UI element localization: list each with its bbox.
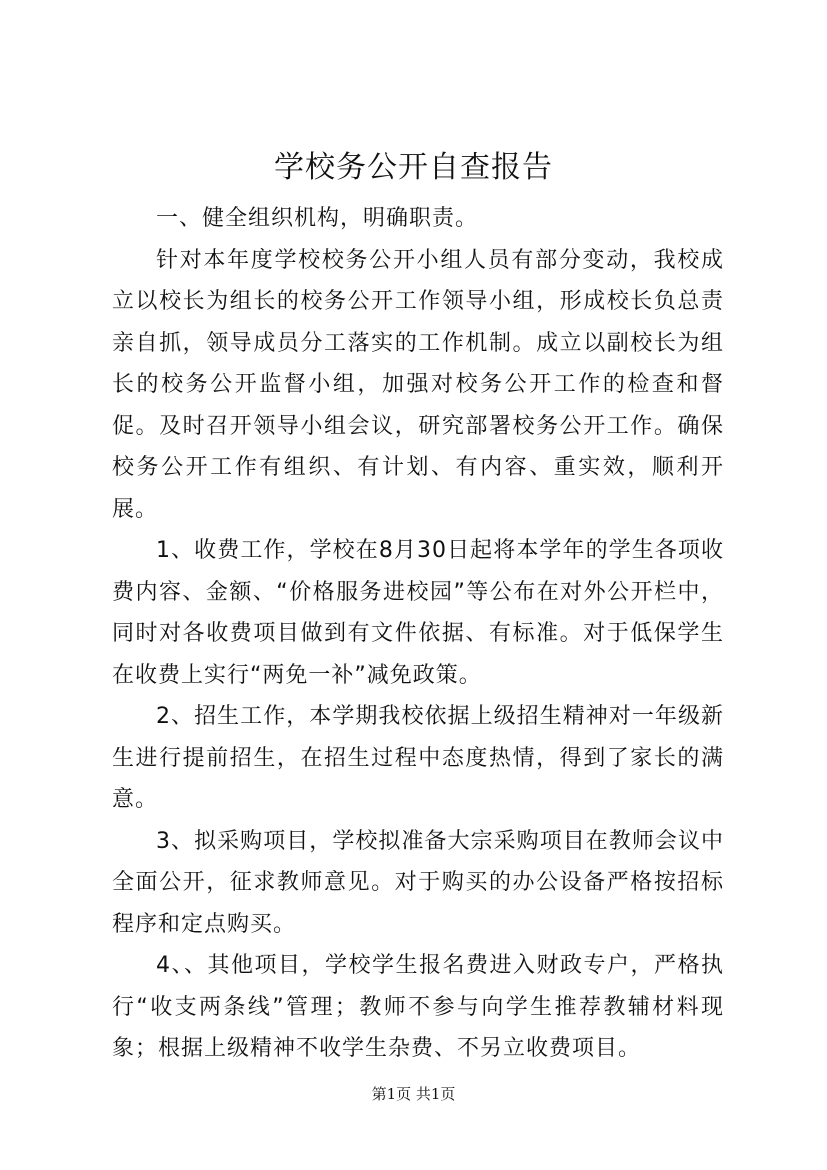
paragraph: 2、招生工作，本学期我校依据上级招生精神对一年级新生进行提前招生，在招生过程中态度热情，得到了家长的满意。: [112, 704, 724, 812]
document-body: [112, 198, 724, 1070]
document-title: 学校务公开自查报告: [274, 150, 553, 185]
paragraph: 针对本年度学校校务公开小组人员有部分变动，我校成立以校长为组长的校务公开工作领导小组，形成校长负总责亲自抓，领导成员分工落实的工作机制。成立以副校长为组长的校务公开监督小组，加强对校务公开工作的检查和督促。及时召开领导小组会议，研究部署校务公开工作。确保校务公开工作有组织、有计划、有内容、重实效，顺利开展。: [112, 247, 724, 522]
paragraph: 4、、其他项目，学校学生报名费进入财政专户，严格执行“收支两条线”管理；教师不参与向学生推荐教辅材料现象；根据上级精神不收学生杂费、不另立收费项目。: [112, 953, 724, 1061]
paragraph: 1、收费工作，学校在8月30日起将本学年的学生各项收费内容、金额、“价格服务进校园”等公布在对外公开栏中，同时对各收费项目做到有文件依据、有标准。对于低保学生在收费上实行“两免一补”减免政策。: [112, 538, 724, 688]
paragraph: 3、拟采购项目，学校拟准备大宗采购项目在教师会议中全面公开，征求教师意见。对于购买的办公设备严格按招标程序和定点购买。: [112, 828, 724, 937]
page-footer: 第1页 共1页: [371, 1085, 456, 1103]
section-heading: 一、健全组织机构，明确职责。: [156, 206, 479, 231]
